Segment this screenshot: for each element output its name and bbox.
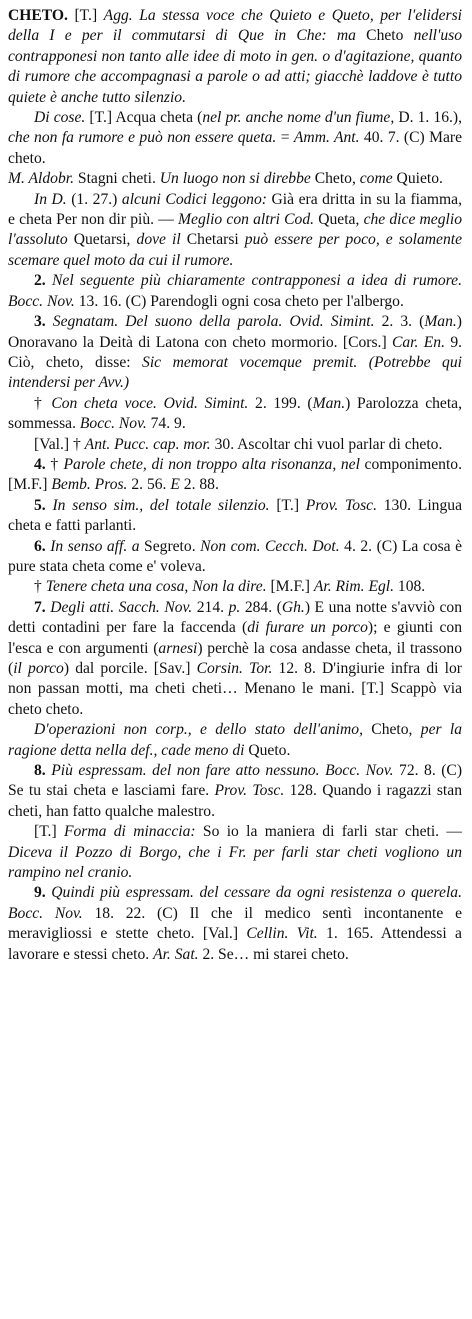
- entry-paragraph: [8, 720, 462, 761]
- entry-text: Ar. Rim. Egl.: [313, 578, 395, 596]
- entry-text: che dice meglio l'assoluto: [8, 211, 462, 249]
- entry-text: 108.: [394, 578, 426, 596]
- entry-text: 2. 56.: [127, 476, 171, 494]
- entry-text: Stagni cheti.: [74, 170, 160, 188]
- entry-paragraph: [8, 598, 462, 720]
- entry-text: Cheto,: [362, 721, 421, 739]
- entry-paragraph: [8, 435, 462, 455]
- entry-text: Ant. Pucc. cap. mor.: [84, 435, 211, 453]
- entry-text: Meglio con altri Cod.: [178, 211, 315, 229]
- entry-text: [T.]: [269, 496, 306, 514]
- entry-paragraph: [8, 6, 462, 108]
- entry-text: Quieto.: [392, 170, 443, 188]
- entry-text: ) E una notte s'avviò con detti contadini per fare la faccenda (: [8, 598, 462, 637]
- entry-text: Cheto,: [310, 170, 360, 188]
- entry-text: [Val.] †: [34, 435, 85, 453]
- sense-number: 3.: [34, 313, 46, 331]
- entry-text: [T.] Acqua cheta (: [85, 109, 203, 127]
- entry-paragraph: [8, 312, 462, 394]
- entry-text: Gh.: [281, 598, 305, 616]
- entry-text: Queto.: [244, 741, 291, 759]
- entry-text: ) dal porcile. [Sav.]: [63, 660, 197, 677]
- entry-text: Parole chete, di non troppo alta risonanza, nel: [63, 455, 360, 473]
- entry-paragraph: [8, 537, 462, 578]
- entry-text: La stessa voce che Quieto e Queto, per l'elidersi della I e per il commutarsi di Que in Che: ma: [8, 7, 463, 45]
- entry-text: 30. Ascoltar chi vuol parlar di cheto.: [210, 435, 443, 453]
- entry-text: Man.: [424, 313, 457, 331]
- entry-text: Agg.: [103, 7, 133, 24]
- entry-text: In senso sim., del totale silenzio.: [45, 496, 270, 514]
- entry-text: In D.: [34, 190, 67, 208]
- entry-text: 2. 199. (: [248, 394, 313, 412]
- entry-text: 284. (: [240, 598, 282, 616]
- entry-text: Un luogo non si direbbe: [159, 170, 311, 188]
- entry-text: 13. 16. (C) Parendogli ogni cosa cheto per l'albergo.: [74, 292, 404, 310]
- entry-text: 128. Quando i ragazzi stan cheti, han fatto qualche malestro.: [8, 782, 462, 820]
- entry-text: D. 1. 16.),: [394, 109, 462, 127]
- entry-text: [T.]: [34, 823, 64, 841]
- entry-text: come: [359, 170, 393, 188]
- entry-text: 72. 8. (C) Se tu stai cheta e lasciami fare.: [8, 762, 463, 800]
- entry-text: 4. 2. (C) La cosa è pure stata cheta come e' voleva.: [8, 537, 462, 575]
- entry-text: Cellin. Vit.: [246, 925, 318, 943]
- entry-paragraph: [8, 190, 462, 272]
- entry-text: E: [170, 476, 180, 494]
- sense-number: 9.: [34, 884, 46, 902]
- entry-text: nell'uso contrapponesi non tanto alle idee di moto in gen. o d'agitazione, quanto di rumore che accompagnasi a parole o ad atti; giacchè laddove è tutto quiete è anche tutto silenzio.: [8, 27, 463, 106]
- entry-text: Quindi più espressam. del cessare da ogni resistenza o querela. Bocc. Nov.: [8, 884, 462, 922]
- entry-text: Bocc. Nov.: [8, 292, 75, 310]
- entry-text: Bocc. Nov.: [79, 415, 147, 433]
- entry-text: [T.]: [67, 7, 104, 24]
- entry-text: ) Onoravano la Deità di Latona con cheto mormorio. [Cors.]: [8, 313, 462, 351]
- entry-text: 74. 9.: [146, 415, 186, 433]
- entry-text: †: [34, 394, 52, 412]
- sense-number: 8.: [34, 762, 46, 780]
- entry-text: So io la maniera di farli star cheti. —: [195, 823, 462, 841]
- entry-text: 18. 22. (C) Il che il medico sentì incontanente e meravigliossi e stette cheto. [Val.]: [8, 904, 462, 943]
- entry-text: ) perchè la cosa andasse cheta, il trassono (: [8, 639, 463, 677]
- entry-text: che non fa rumore e può non essere queta.: [8, 129, 277, 147]
- entry-text: può essere per poco, e solamente scemare quel moto da cui il rumore.: [8, 231, 463, 269]
- entry-text: Già era dritta in su la fiamma, e cheta Per non dir più. —: [8, 190, 462, 229]
- entry-text: †: [34, 578, 46, 596]
- entry-paragraph: [8, 496, 462, 537]
- entry-text: Quetarsi,: [67, 231, 137, 249]
- entry-text: Diceva il Pozzo di Borgo, che i Fr. per farli star cheti vogliono un rampino nel cranio.: [8, 843, 462, 882]
- entry-text: Amm. Ant.: [293, 129, 360, 147]
- entry-text: Nel seguente più chiaramente contrapponesi a idea di rumore.: [45, 272, 462, 290]
- entry-text: Prov. Tosc.: [214, 782, 285, 800]
- entry-text: nel pr. anche nome d'un fiume,: [202, 109, 395, 127]
- entry-text: Man.: [312, 394, 346, 412]
- entry-text: Queta,: [314, 211, 364, 229]
- sense-number: 4.: [34, 455, 46, 473]
- entry-text: 2. Se… mi starei cheto.: [198, 945, 349, 963]
- entry-text: =: [276, 129, 294, 147]
- entry-text: 9. Ciò, cheto, disse:: [8, 333, 463, 371]
- entry-paragraph: [8, 394, 462, 435]
- entry-text: 130. Lingua cheta e fatti parlanti.: [8, 496, 462, 535]
- entry-paragraph: [8, 883, 462, 965]
- entry-paragraph: [8, 169, 462, 189]
- entry-text: Corsin. Tor.: [196, 660, 273, 677]
- entry-text: D'operazioni non corp., e dello stato dell'animo,: [34, 721, 363, 739]
- entry-text: componimento. [M.F.]: [8, 455, 463, 494]
- entry-text: [M.F.]: [266, 578, 314, 596]
- entry-text: Degli atti. Sacch. Nov.: [45, 598, 193, 616]
- entry-text: Segnatam. Del suono della parola. Ovid. Simint.: [45, 313, 375, 331]
- entry-paragraph: [8, 761, 462, 822]
- entry-text: Forma di minaccia:: [63, 823, 196, 841]
- entry-text: 214.: [192, 598, 229, 616]
- entry-text: M. Aldobr.: [8, 170, 74, 188]
- entry-text: †: [45, 455, 64, 473]
- entry-text: Sic memorat vocemque premit. (Potrebbe qui intendersi per Avv.): [8, 353, 462, 392]
- entry-text: Con cheta voce. Ovid. Simint.: [51, 394, 249, 412]
- entry-paragraph: [8, 577, 462, 597]
- sense-number: CHETO.: [8, 7, 68, 24]
- entry-text: ) Parolozza cheta, sommessa.: [8, 394, 462, 433]
- entry-text: Prov. Tosc.: [305, 496, 377, 514]
- sense-number: 6.: [34, 537, 46, 555]
- entry-text: In senso aff. a: [45, 537, 140, 555]
- entry-text: dove il: [136, 231, 181, 249]
- entry-paragraph: [8, 822, 462, 883]
- entry-text: 40. 7. (C) Mare cheto.: [8, 129, 462, 167]
- entry-text: 2. 3. (: [374, 313, 425, 331]
- sense-number: 7.: [34, 598, 46, 616]
- entry-text: alcuni Codici leggono:: [121, 190, 267, 208]
- entry-text: per la ragione detta nella def., cade meno di: [8, 721, 462, 759]
- entry-text: p.: [228, 598, 241, 616]
- entry-paragraph: [8, 455, 462, 496]
- sense-number: 2.: [34, 272, 46, 290]
- entry-text: Cheto: [355, 27, 414, 45]
- entry-text: Di cose.: [34, 109, 86, 127]
- entry-text: Ar. Sat.: [153, 945, 199, 963]
- entry-text: 12. 8. D'ingiurie infra di lor non passan motti, ma cheti cheti… Menano le mani. [T.] Scappò via cheto cheto.: [8, 660, 462, 718]
- entry-text: il porco: [13, 660, 64, 677]
- entry-text: Segreto.: [139, 537, 201, 555]
- entry-text: ); e giunti con l'esca e con argumenti (: [8, 619, 462, 657]
- entry-text: 1. 165. Attendessi a lavorare e stessi cheto.: [8, 925, 462, 963]
- entry-text: di furare un porco: [247, 619, 368, 637]
- entry-text: Car. En.: [391, 333, 445, 351]
- entry-text: Chetarsi: [180, 231, 245, 249]
- sense-number: 5.: [34, 496, 46, 514]
- entry-text: Tenere cheta una cosa, Non la dire.: [45, 578, 267, 596]
- entry-text: (1. 27.): [66, 190, 122, 208]
- entry-paragraph: [8, 271, 462, 312]
- entry-text: 2. 88.: [179, 476, 219, 494]
- entry-paragraph: [8, 108, 462, 169]
- entry-text: Più espressam. del non fare atto nessuno. Bocc. Nov.: [45, 762, 394, 780]
- entry-text: Bemb. Pros.: [51, 476, 128, 494]
- entry-text: Non com. Cecch. Dot.: [200, 537, 340, 555]
- entry-text: arnesi: [158, 639, 198, 657]
